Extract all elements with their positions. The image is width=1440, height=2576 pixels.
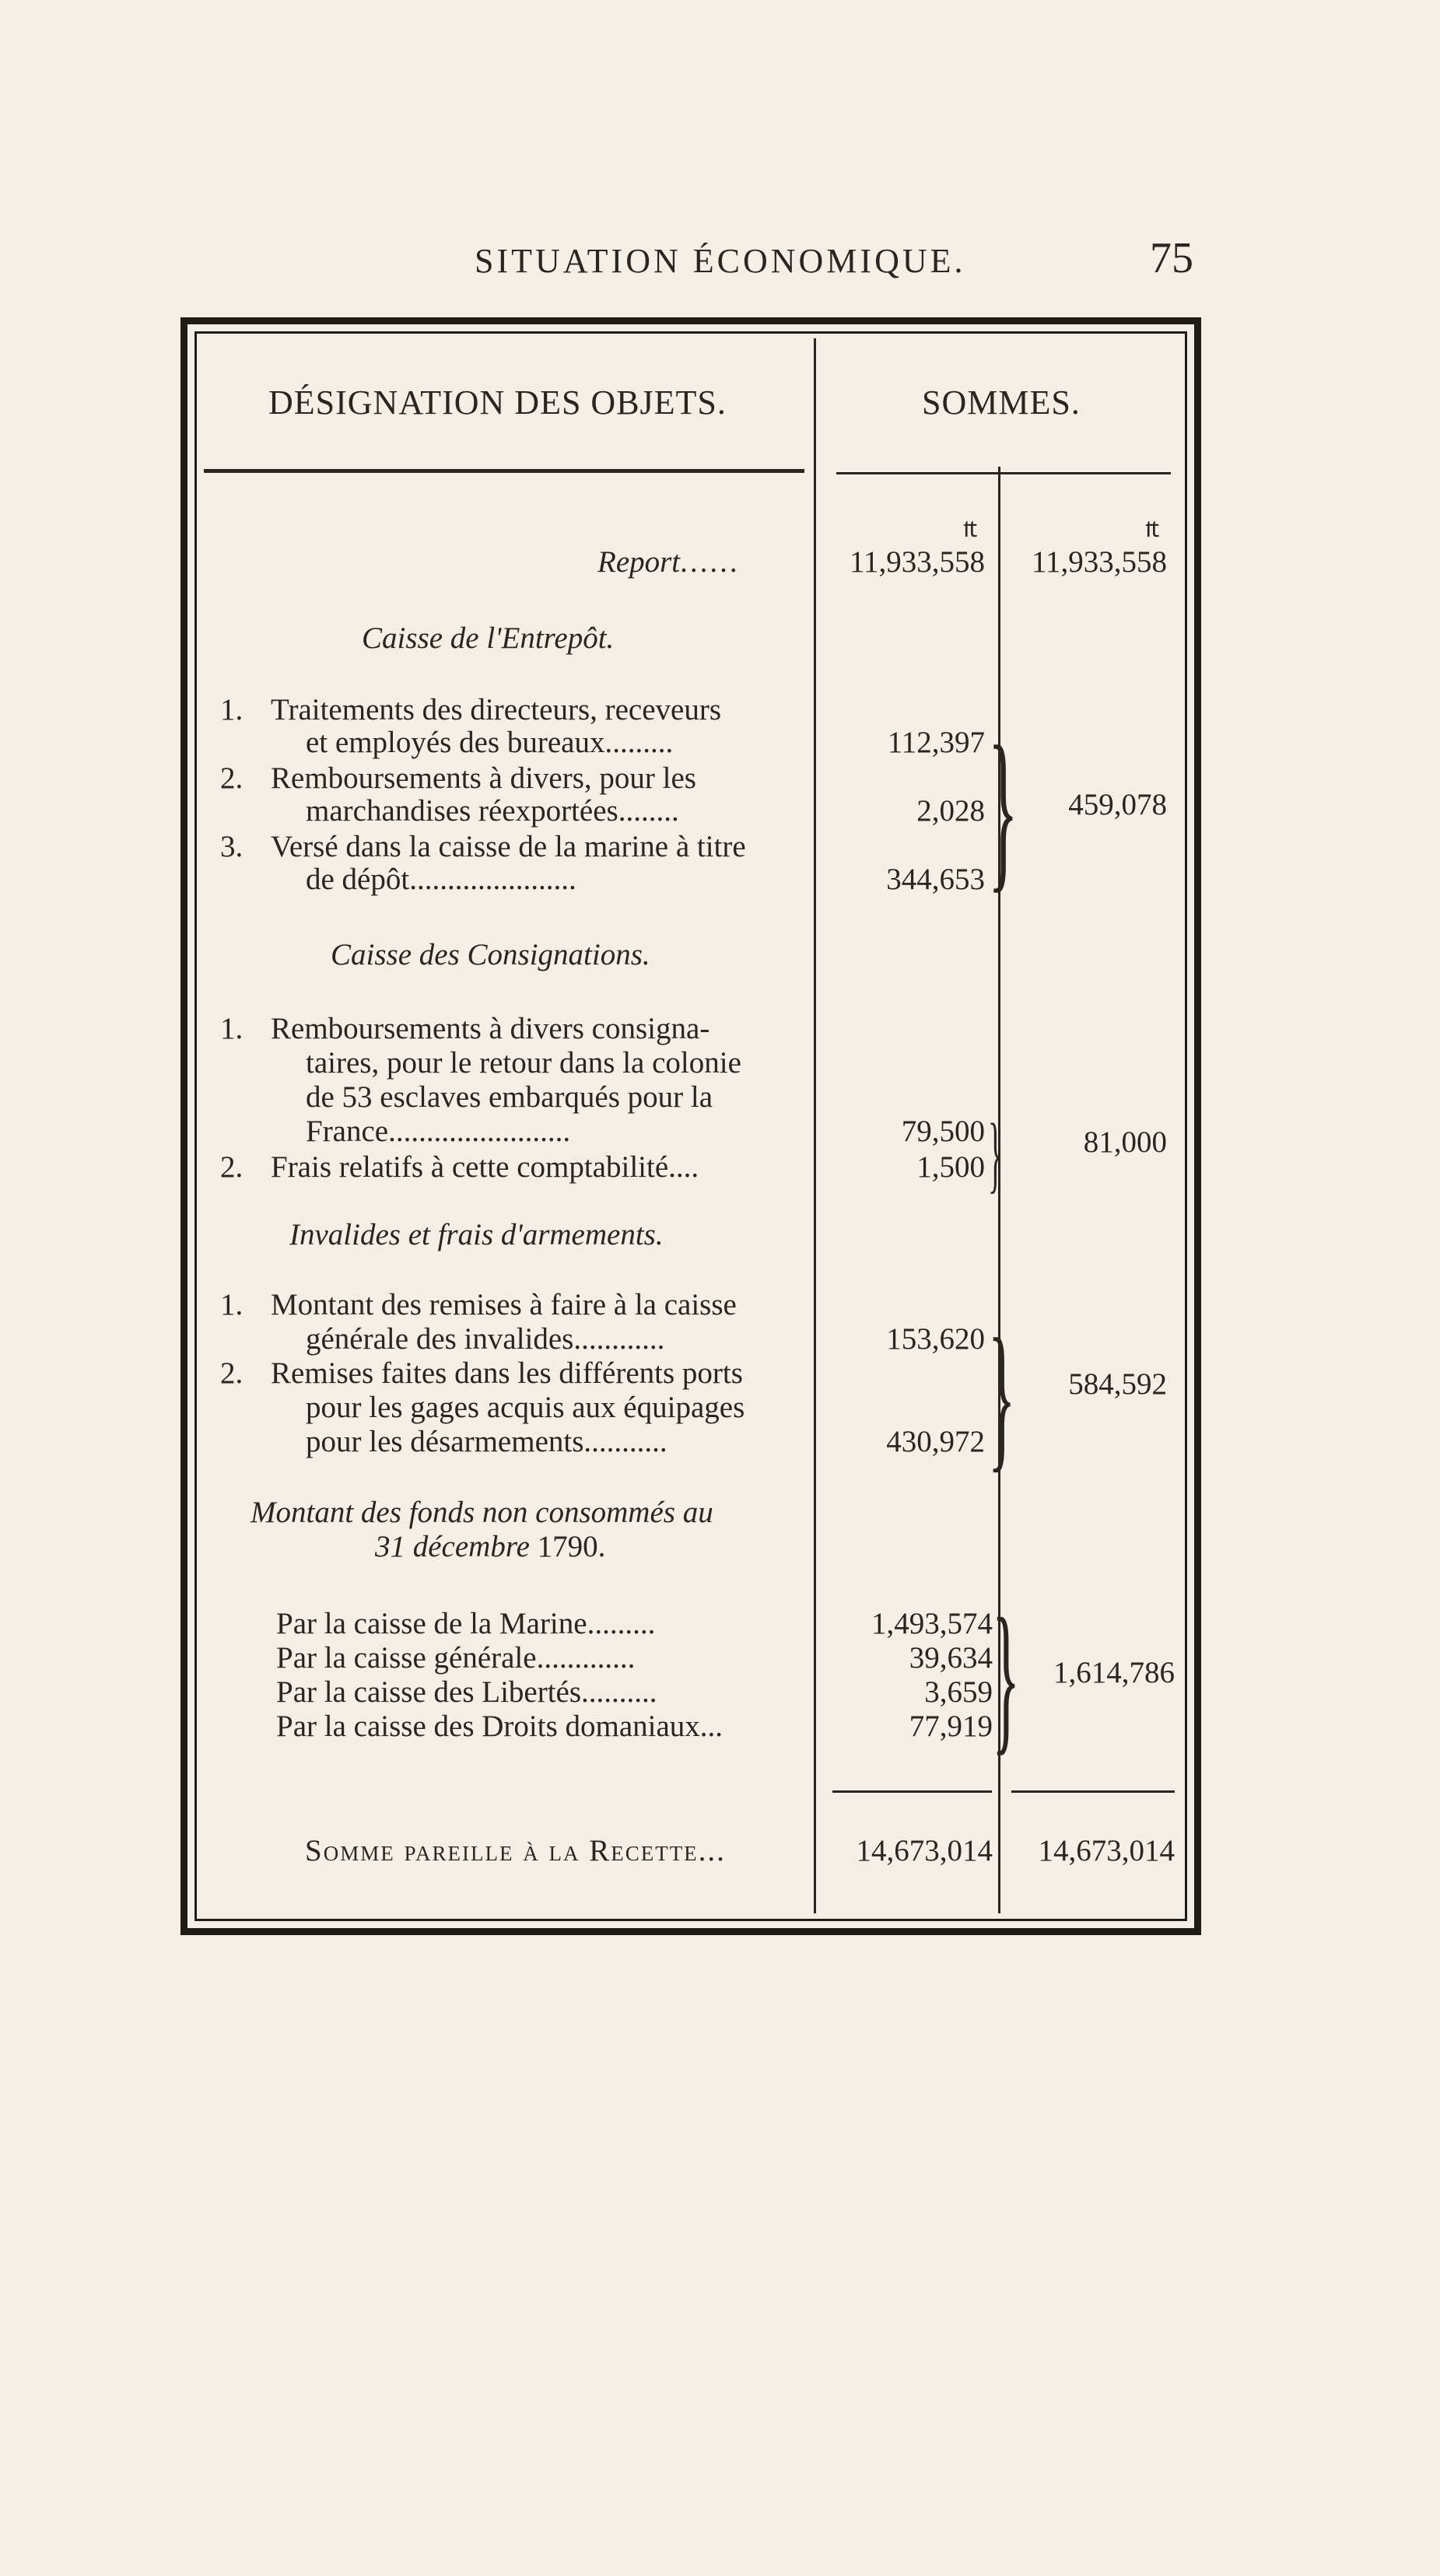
fonds-item-label: Par la caisse de la Marine......... — [276, 1607, 656, 1640]
fonds-item-value: 39,634 — [909, 1641, 993, 1675]
item-text-line: Frais relatifs à cette comptabilité.... — [271, 1150, 699, 1184]
item-text-line: Remboursements à divers, pour les — [271, 761, 696, 795]
item-number: 1. — [220, 1012, 244, 1045]
section-total-consignations: 81,000 — [1083, 1125, 1167, 1159]
section-title-invalides: Invalides et frais d'armements. — [289, 1218, 664, 1251]
item-text-line: Remboursements à divers consigna- — [271, 1012, 710, 1045]
item-value: 344,653 — [886, 863, 985, 896]
fonds-item-label: Par la caisse générale............. — [276, 1641, 636, 1675]
brace-consignations: } — [988, 1106, 1003, 1201]
total-rule-col2 — [1011, 1790, 1175, 1793]
brace-fonds: } — [992, 1584, 1021, 1769]
fonds-item-value: 3,659 — [924, 1675, 993, 1709]
item-text-line: France........................ — [306, 1115, 571, 1148]
fonds-item-value: 1,493,574 — [871, 1607, 993, 1640]
section-total-invalides: 584,592 — [1068, 1367, 1167, 1401]
item-number: 1. — [220, 693, 244, 726]
item-number: 2. — [220, 1150, 244, 1184]
item-number: 2. — [220, 1356, 244, 1390]
item-number: 2. — [220, 761, 244, 795]
item-text-line: de dépôt...................... — [306, 863, 576, 896]
footer-total-col1: 14,673,014 — [856, 1834, 993, 1867]
fonds-date: 31 décembre — [375, 1530, 530, 1563]
section-title-entrepot: Caisse de l'Entrepôt. — [362, 621, 615, 655]
item-number: 1. — [220, 1288, 244, 1321]
page-header — [0, 233, 1440, 296]
column-header-designation: DÉSIGNATION DES OBJETS. — [268, 383, 727, 422]
running-title: SITUATION ÉCONOMIQUE. — [475, 242, 966, 280]
item-number: 3. — [220, 830, 244, 863]
item-value: 430,972 — [886, 1425, 985, 1458]
report-dots: ...... — [680, 545, 740, 579]
item-value: 79,500 — [901, 1115, 985, 1148]
item-text-line: marchandises réexportées........ — [306, 794, 679, 828]
currency-symbol-col1: ₶ — [963, 516, 978, 542]
item-text-line: Remises faites dans les différents ports — [271, 1356, 743, 1390]
item-text-line: pour les gages acquis aux équipages — [306, 1391, 745, 1424]
report-value-col1: 11,933,558 — [849, 545, 985, 579]
report-value-col2: 11,933,558 — [1031, 545, 1167, 579]
fonds-year: 1790. — [537, 1530, 606, 1563]
item-text-line: de 53 esclaves embarqués pour la — [306, 1080, 713, 1114]
report-label: Report — [597, 545, 681, 579]
item-text-line: Traitements des directeurs, receveurs — [271, 693, 722, 726]
item-value: 2,028 — [916, 794, 985, 828]
item-text-line: générale des invalides............ — [306, 1322, 665, 1356]
item-text-line: et employés des bureaux......... — [306, 726, 674, 759]
total-rule-col1 — [832, 1790, 992, 1793]
page-number: 75 — [1150, 234, 1193, 282]
currency-symbol-col2: ₶ — [1145, 516, 1160, 542]
header-rule-right — [836, 472, 1171, 474]
item-text-line: taires, pour le retour dans la colonie — [306, 1046, 741, 1080]
fonds-title-line1: Montant des fonds non consommés au — [251, 1496, 713, 1529]
brace-entrepot: } — [988, 709, 1018, 908]
report-row — [597, 544, 740, 580]
fonds-total: 1,614,786 — [1053, 1656, 1175, 1689]
column-divider-main — [814, 338, 816, 1913]
footer-label: Somme pareille à la Recette... — [305, 1834, 726, 1867]
item-value: 112,397 — [887, 726, 985, 759]
item-value: 153,620 — [886, 1322, 985, 1356]
header-rule-left — [204, 469, 804, 473]
brace-invalides: } — [988, 1306, 1016, 1486]
section-title-consignations: Caisse des Consignations. — [331, 938, 650, 971]
fonds-item-label: Par la caisse des Droits domaniaux... — [276, 1710, 724, 1743]
item-text-line: pour les désarmements........... — [306, 1425, 667, 1458]
item-text-line: Versé dans la caisse de la marine à titre — [271, 830, 746, 863]
footer-total-col2: 14,673,014 — [1038, 1834, 1175, 1867]
section-total-entrepot: 459,078 — [1068, 788, 1167, 821]
fonds-title-line2 — [375, 1529, 605, 1565]
item-value: 1,500 — [916, 1150, 985, 1184]
fonds-item-label: Par la caisse des Libertés.......... — [276, 1675, 657, 1709]
column-header-sommes: SOMMES. — [922, 383, 1081, 422]
item-text-line: Montant des remises à faire à la caisse — [271, 1288, 737, 1321]
fonds-item-value: 77,919 — [909, 1710, 993, 1743]
